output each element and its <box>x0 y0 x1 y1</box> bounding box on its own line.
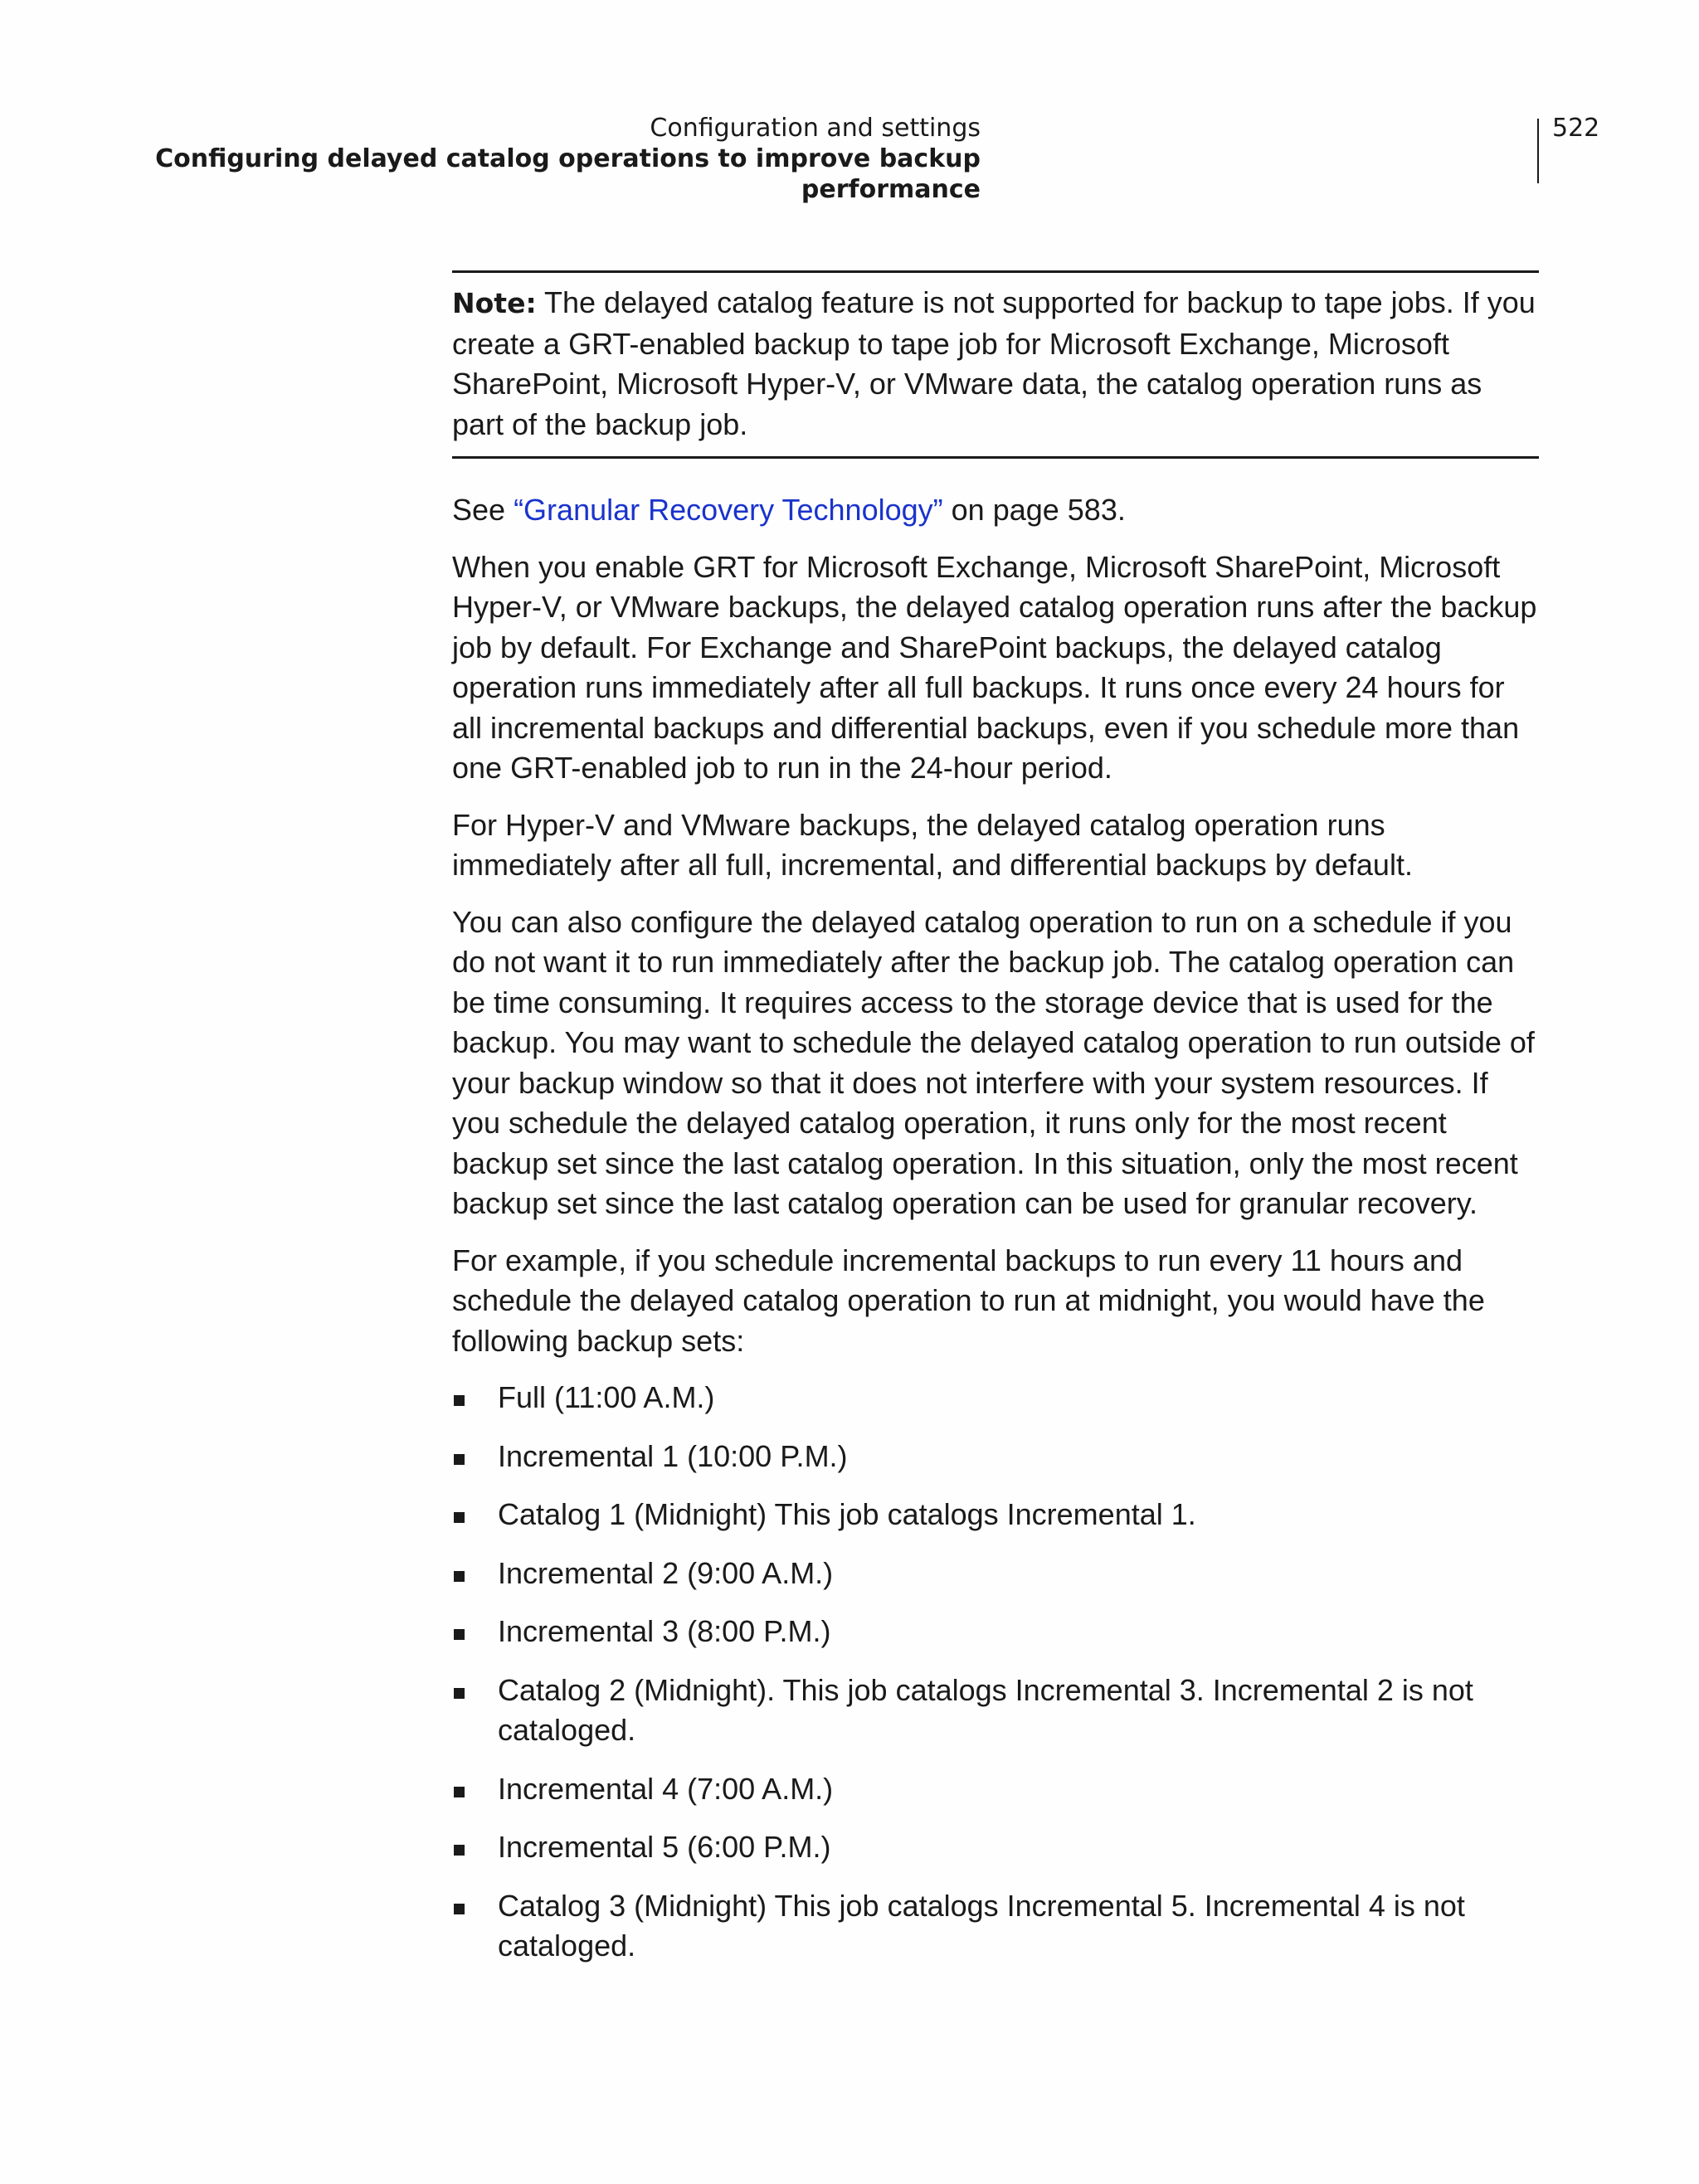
list-item-text: Incremental 2 (9:00 A.M.) <box>498 1555 834 1590</box>
list-item-text: Incremental 4 (7:00 A.M.) <box>498 1771 834 1806</box>
granular-recovery-link[interactable]: “Granular Recovery Technology” <box>514 493 943 527</box>
note-text: The delayed catalog feature is not supported for backup to tape jobs. If you create a GRT-enabled backup to tape job for Microsoft Exchange, Microsoft SharePoint, Microsoft Hyper-V, or VMware data, the catalog operation runs as part of the backup job. <box>452 285 1536 441</box>
list-item <box>452 1554 1539 1594</box>
list-item-text: Catalog 1 (Midnight) This job catalogs Incremental 1. <box>498 1497 1196 1531</box>
list-item <box>452 1437 1539 1477</box>
square-bullet-icon <box>454 1688 465 1699</box>
list-item <box>452 1769 1539 1810</box>
note-label: Note: <box>452 287 537 319</box>
see-suffix: on page 583. <box>942 493 1126 527</box>
list-item-text: Incremental 1 (10:00 P.M.) <box>498 1438 848 1473</box>
paragraph-grt-default: When you enable GRT for Microsoft Exchange, Microsoft SharePoint, Microsoft Hyper-V, or VMware backups, the delayed catalog operation runs after the backup job by default. For Exchange and SharePoint backups, the delayed catalog operation runs immediately after all full backups. It runs once every 24 hours for all incremental backups and differential backups, even if you schedule more than one GRT-enabled job to run in the 24-hour period. <box>452 549 1537 785</box>
header-subsection-title: Configuring delayed catalog operations to improve backup performance <box>155 144 981 204</box>
see-prefix: See <box>452 493 514 527</box>
list-item <box>452 1612 1539 1652</box>
square-bullet-icon <box>454 1395 465 1406</box>
paragraph-schedule: You can also configure the delayed catalog operation to run on a schedule if you do not want it to run immediately after the backup job. The catalog operation can be time consuming. It requires access to the storage device that is used for the backup. You may want to schedule the delayed catalog operation to run outside of your backup window so that it does not interfere with your system resources. If you schedule the delayed catalog operation, it runs only for the most recent backup set since the last catalog operation. In this situation, only the most recent backup set since the last catalog operation can be used for granular recovery. <box>452 904 1535 1220</box>
list-item <box>452 1495 1539 1535</box>
list-item <box>452 1378 1539 1418</box>
paragraph-example: For example, if you schedule incremental backups to run every 11 hours and schedule the delayed catalog operation to run at midnight, you would have the following backup sets: <box>452 1243 1485 1358</box>
list-item <box>452 1886 1539 1967</box>
list-item-text: Catalog 3 (Midnight) This job catalogs Incremental 5. Incremental 4 is not cataloged. <box>498 1888 1465 1963</box>
square-bullet-icon <box>454 1904 465 1914</box>
header-divider <box>1537 119 1539 183</box>
square-bullet-icon <box>454 1571 465 1582</box>
see-also-line <box>452 490 1539 531</box>
paragraph-hyperv-vmware: For Hyper-V and VMware backups, the delayed catalog operation runs immediately after all full, incremental, and differential backups by default. <box>452 807 1413 882</box>
list-item-text: Incremental 5 (6:00 P.M.) <box>498 1830 831 1864</box>
list-item <box>452 1827 1539 1868</box>
note-box <box>452 270 1539 459</box>
list-item <box>452 1671 1539 1751</box>
square-bullet-icon <box>454 1629 465 1640</box>
note-paragraph <box>452 283 1539 445</box>
square-bullet-icon <box>454 1512 465 1523</box>
square-bullet-icon <box>454 1787 465 1797</box>
header-section-title: Configuration and settings <box>650 114 981 143</box>
list-item-text: Full (11:00 A.M.) <box>498 1380 715 1414</box>
page-number: 522 <box>1552 114 1600 143</box>
square-bullet-icon <box>454 1454 465 1465</box>
page-body <box>452 270 1539 1985</box>
list-item-text: Catalog 2 (Midnight). This job catalogs Incremental 3. Incremental 2 is not cataloged. <box>498 1672 1473 1747</box>
running-header <box>0 113 981 205</box>
square-bullet-icon <box>454 1845 465 1856</box>
list-item-text: Incremental 3 (8:00 P.M.) <box>498 1614 831 1648</box>
backup-set-list <box>452 1378 1539 1967</box>
